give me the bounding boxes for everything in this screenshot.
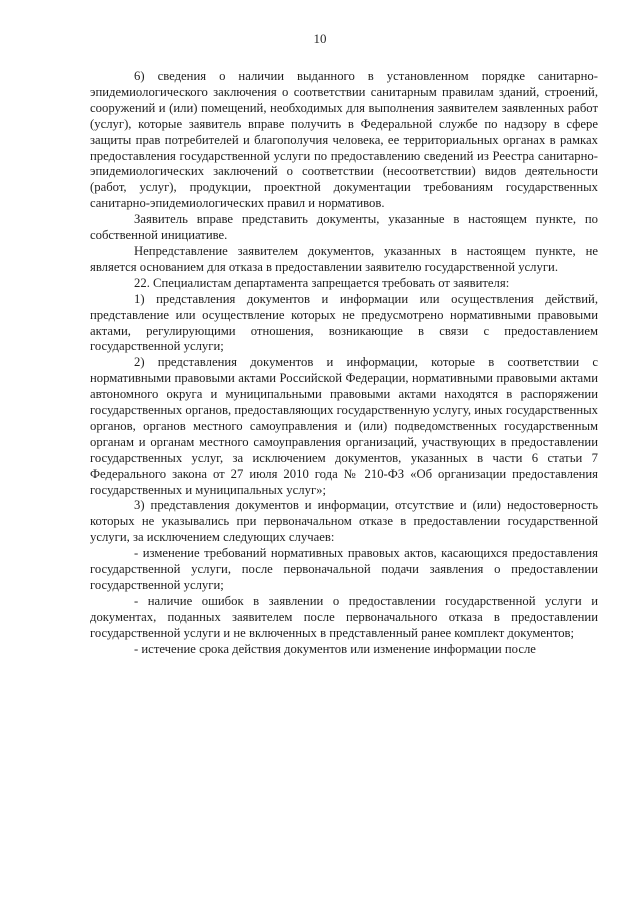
page-number: 10 bbox=[313, 31, 327, 46]
paragraph-own-initiative: Заявитель вправе представить документы, указанные в настоящем пункте, по собственной инициативе. bbox=[90, 212, 598, 243]
paragraph-item-6-sanitary-conclusion: 6) сведения о наличии выданного в установленном порядке санитарно-эпидемиологического заключения о соответствии санитарным правилам зданий, строений, сооружений и (или) помещений, необходимых для выполнения заявителем заявленных работ (услуг), которые заявитель вправе получить в Федеральной службе по надзору в сфере защиты прав потребителей и благополучия человека, ее территориальных органах в рамках предоставления государственной услуги по предоставлению сведений из Реестра санитарно-эпидемиологических заключений о соответствии (несоответствии) видов деятельности (работ, услуг), продукции, проектной документации требованиям государственных санитарно-эпидемиологических правил и нормативов. bbox=[90, 69, 598, 211]
paragraph-exception-requirements-change: - изменение требований нормативных правовых актов, касающихся предоставления государственной услуги, после первоначальной подачи заявления о предоставлении государственной услуги; bbox=[90, 546, 598, 592]
paragraph-clause-22-heading: 22. Специалистам департамента запрещается требовать от заявителя: bbox=[134, 275, 510, 290]
paragraph-clause-22-item-1: 1) представления документов и информации или осуществления действий, представление или осуществление которых не предусмотрено нормативными правовыми актами, регулирующими отношения, возникающие в связи с предоставлением государственной услуги; bbox=[90, 291, 598, 354]
document-body bbox=[90, 69, 598, 658]
paragraph-non-submission: Непредставление заявителем документов, указанных в настоящем пункте, не является основанием для отказа в предоставлении заявителю государственной услуги. bbox=[90, 243, 598, 274]
paragraph-exception-expiry: - истечение срока действия документов или изменение информации после bbox=[134, 641, 536, 656]
paragraph-exception-errors: - наличие ошибок в заявлении о предоставлении государственной услуги и документах, поданных заявителем после первоначального отказа в предоставлении государственной услуги и не включенных в представленный ранее комплект документов; bbox=[90, 593, 598, 640]
paragraph-clause-22-item-3: 3) представления документов и информации, отсутствие и (или) недостоверность которых не указывались при первоначальном отказе в предоставлении государственной услуги, за исключением следующих случаев: bbox=[90, 498, 598, 545]
paragraph-clause-22-item-2: 2) представления документов и информации, которые в соответствии с нормативными правовыми актами Российской Федерации, нормативными правовыми актами автономного округа и муниципальными правовыми актами находятся в распоряжении государственных органов, предоставляющих государственную услугу, иных государственных органов, органов местного самоуправления и (или) подведомственных государственным органам и органам местного самоуправления организаций, участвующих в предоставлении государственных услуг, за исключением документов, указанных в части 6 статьи 7 Федерального закона от 27 июля 2010 года № 210-ФЗ «Об организации предоставления государственных и муниципальных услуг»; bbox=[90, 355, 598, 497]
